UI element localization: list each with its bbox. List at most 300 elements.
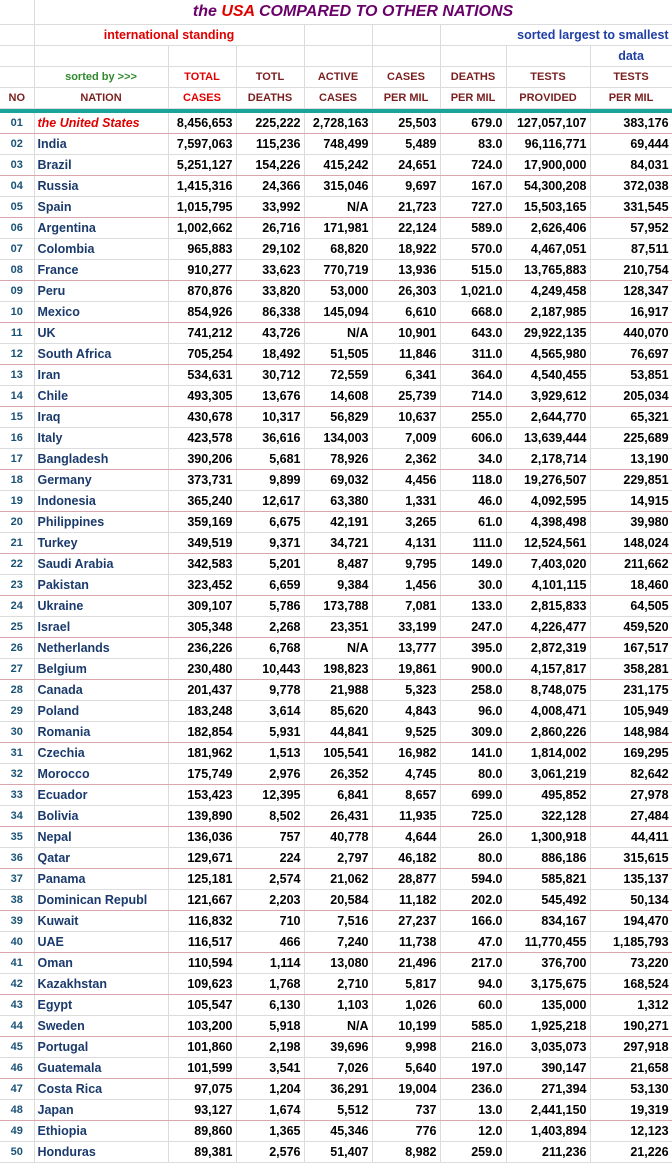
data-cell: N/A — [304, 323, 372, 344]
data-cell: 4,565,980 — [506, 344, 590, 365]
table-row — [0, 323, 672, 344]
nation-name: India — [34, 134, 168, 155]
data-cell: 153,423 — [168, 785, 236, 806]
data-cell: 183,248 — [168, 701, 236, 722]
nation-name: Indonesia — [34, 491, 168, 512]
data-cell: 18,922 — [372, 239, 440, 260]
data-cell: 103,200 — [168, 1016, 236, 1037]
header-per-mil-3: PER MIL — [590, 88, 672, 109]
data-cell: 349,519 — [168, 533, 236, 554]
data-cell: 25,503 — [372, 113, 440, 134]
data-cell: 28,877 — [372, 869, 440, 890]
nation-name: Panama — [34, 869, 168, 890]
data-cell: 21,226 — [590, 1142, 672, 1163]
data-cell: 125,181 — [168, 869, 236, 890]
table-row — [0, 491, 672, 512]
data-cell: 4,540,455 — [506, 365, 590, 386]
data-cell: 14,608 — [304, 386, 372, 407]
data-cell: 9,697 — [372, 176, 440, 197]
nation-name: Chile — [34, 386, 168, 407]
data-cell: 6,659 — [236, 575, 304, 596]
table-row — [0, 302, 672, 323]
data-cell: 440,070 — [590, 323, 672, 344]
title-usa: USA — [221, 3, 255, 20]
data-cell: 258.0 — [440, 680, 506, 701]
data-cell: 19,319 — [590, 1100, 672, 1121]
table-row — [0, 134, 672, 155]
data-cell: 4,101,115 — [506, 575, 590, 596]
row-number: 11 — [0, 323, 34, 344]
nation-name: Guatemala — [34, 1058, 168, 1079]
data-cell: 1,365 — [236, 1121, 304, 1142]
data-cell: 216.0 — [440, 1037, 506, 1058]
data-cell: 76,697 — [590, 344, 672, 365]
data-cell: 297,918 — [590, 1037, 672, 1058]
data-cell: 42,191 — [304, 512, 372, 533]
data-cell: 39,696 — [304, 1037, 372, 1058]
data-cell: 395.0 — [440, 638, 506, 659]
table-row — [0, 890, 672, 911]
data-cell: 4,092,595 — [506, 491, 590, 512]
data-cell: 315,046 — [304, 176, 372, 197]
data-cell: 34,721 — [304, 533, 372, 554]
data-cell: 72,559 — [304, 365, 372, 386]
data-cell: 854,926 — [168, 302, 236, 323]
data-cell: 1,674 — [236, 1100, 304, 1121]
nation-name: Colombia — [34, 239, 168, 260]
data-cell: 19,276,507 — [506, 470, 590, 491]
data-cell: 376,700 — [506, 953, 590, 974]
data-cell: 459,520 — [590, 617, 672, 638]
nation-name: Poland — [34, 701, 168, 722]
data-cell: 11,846 — [372, 344, 440, 365]
data-cell: 309,107 — [168, 596, 236, 617]
table-row — [0, 974, 672, 995]
data-cell: 236,226 — [168, 638, 236, 659]
row-number: 09 — [0, 281, 34, 302]
data-cell: 585,821 — [506, 869, 590, 890]
nation-name: Portugal — [34, 1037, 168, 1058]
data-cell: 166.0 — [440, 911, 506, 932]
nation-name: Romania — [34, 722, 168, 743]
header-active-cases: ACTIVE — [304, 67, 372, 88]
data-cell: 10,317 — [236, 407, 304, 428]
data-cell: 109,623 — [168, 974, 236, 995]
data-cell: 11,182 — [372, 890, 440, 911]
nation-name: Ecuador — [34, 785, 168, 806]
table-row — [0, 260, 672, 281]
data-cell: 80.0 — [440, 764, 506, 785]
data-cell: 2,198 — [236, 1037, 304, 1058]
data-cell: 39,980 — [590, 512, 672, 533]
data-cell: 61.0 — [440, 512, 506, 533]
data-cell: 116,832 — [168, 911, 236, 932]
data-cell: 699.0 — [440, 785, 506, 806]
row-number: 46 — [0, 1058, 34, 1079]
table-row — [0, 176, 672, 197]
table-row — [0, 932, 672, 953]
data-cell: 128,347 — [590, 281, 672, 302]
header-row-top — [0, 67, 672, 88]
data-cell: 23,351 — [304, 617, 372, 638]
data-cell: 18,460 — [590, 575, 672, 596]
data-cell: 5,512 — [304, 1100, 372, 1121]
subtitle-row — [0, 25, 672, 46]
row-number: 07 — [0, 239, 34, 260]
data-cell: 110,594 — [168, 953, 236, 974]
data-cell: 359,169 — [168, 512, 236, 533]
data-cell: 2,268 — [236, 617, 304, 638]
data-cell: 225,689 — [590, 428, 672, 449]
nation-name: Russia — [34, 176, 168, 197]
nation-name: South Africa — [34, 344, 168, 365]
data-cell: 116,517 — [168, 932, 236, 953]
table-row — [0, 1142, 672, 1163]
data-cell: 5,201 — [236, 554, 304, 575]
data-cell: 33,199 — [372, 617, 440, 638]
data-cell: 129,671 — [168, 848, 236, 869]
data-cell: 198,823 — [304, 659, 372, 680]
header-row-bottom — [0, 88, 672, 109]
table-row — [0, 239, 672, 260]
data-cell: 383,176 — [590, 113, 672, 134]
data-cell: 710 — [236, 911, 304, 932]
nation-name: Netherlands — [34, 638, 168, 659]
table-row — [0, 617, 672, 638]
row-number: 29 — [0, 701, 34, 722]
data-cell: 45,346 — [304, 1121, 372, 1142]
data-cell: 5,931 — [236, 722, 304, 743]
data-cell: 8,456,653 — [168, 113, 236, 134]
table-row — [0, 1037, 672, 1058]
data-cell: 2,815,833 — [506, 596, 590, 617]
data-cell: 73,220 — [590, 953, 672, 974]
data-cell: 17,900,000 — [506, 155, 590, 176]
data-cell: 29,102 — [236, 239, 304, 260]
row-number: 35 — [0, 827, 34, 848]
nation-name: the United States — [34, 113, 168, 134]
data-cell: 118.0 — [440, 470, 506, 491]
data-cell: 25,739 — [372, 386, 440, 407]
data-cell: 105,541 — [304, 743, 372, 764]
data-cell: 255.0 — [440, 407, 506, 428]
data-cell: 13,080 — [304, 953, 372, 974]
data-cell: 545,492 — [506, 890, 590, 911]
data-cell: 197.0 — [440, 1058, 506, 1079]
data-cell: 69,444 — [590, 134, 672, 155]
data-cell: 7,403,020 — [506, 554, 590, 575]
data-cell: 53,851 — [590, 365, 672, 386]
table-row — [0, 806, 672, 827]
header-tests-per-mil: TESTS — [590, 67, 672, 88]
data-cell: 69,032 — [304, 470, 372, 491]
data-cell: 12.0 — [440, 1121, 506, 1142]
data-cell: 33,623 — [236, 260, 304, 281]
data-cell: 4,843 — [372, 701, 440, 722]
table-row — [0, 554, 672, 575]
data-cell: 44,841 — [304, 722, 372, 743]
row-number: 25 — [0, 617, 34, 638]
data-cell: 515.0 — [440, 260, 506, 281]
data-cell: 12,617 — [236, 491, 304, 512]
data-cell: 5,251,127 — [168, 155, 236, 176]
data-cell: 8,657 — [372, 785, 440, 806]
data-cell: 727.0 — [440, 197, 506, 218]
data-cell: 1,015,795 — [168, 197, 236, 218]
data-cell: 11,935 — [372, 806, 440, 827]
data-cell: 1,925,218 — [506, 1016, 590, 1037]
data-cell: 7,026 — [304, 1058, 372, 1079]
data-cell: 225,222 — [236, 113, 304, 134]
data-cell: 211,662 — [590, 554, 672, 575]
nation-name: Bolivia — [34, 806, 168, 827]
data-cell: 135,000 — [506, 995, 590, 1016]
row-number: 01 — [0, 113, 34, 134]
nation-name: Belgium — [34, 659, 168, 680]
header-tests-provided: TESTS — [506, 67, 590, 88]
data-cell: 224 — [236, 848, 304, 869]
row-number: 33 — [0, 785, 34, 806]
data-cell: 231,175 — [590, 680, 672, 701]
data-cell: 10,901 — [372, 323, 440, 344]
data-cell: 4,131 — [372, 533, 440, 554]
data-cell: 202.0 — [440, 890, 506, 911]
data-cell: 606.0 — [440, 428, 506, 449]
row-number: 13 — [0, 365, 34, 386]
data-cell: 776 — [372, 1121, 440, 1142]
data-cell: 194,470 — [590, 911, 672, 932]
data-cell: 12,524,561 — [506, 533, 590, 554]
nation-name: Egypt — [34, 995, 168, 1016]
data-cell: 415,242 — [304, 155, 372, 176]
header-cases-2: CASES — [304, 88, 372, 109]
table-row — [0, 953, 672, 974]
data-cell: 97,075 — [168, 1079, 236, 1100]
data-cell: 171,981 — [304, 218, 372, 239]
data-cell: 9,525 — [372, 722, 440, 743]
row-number: 10 — [0, 302, 34, 323]
row-number: 42 — [0, 974, 34, 995]
row-number: 26 — [0, 638, 34, 659]
table-row — [0, 449, 672, 470]
data-cell: 26,431 — [304, 806, 372, 827]
nation-name: Oman — [34, 953, 168, 974]
data-cell: 8,982 — [372, 1142, 440, 1163]
data-cell: 27,237 — [372, 911, 440, 932]
data-cell: 1,768 — [236, 974, 304, 995]
data-cell: 910,277 — [168, 260, 236, 281]
header-total-deaths: TOTL — [236, 67, 304, 88]
data-cell: 101,860 — [168, 1037, 236, 1058]
nation-name: Qatar — [34, 848, 168, 869]
nation-name: Peru — [34, 281, 168, 302]
header-cases: CASES — [168, 88, 236, 109]
table-body — [0, 113, 672, 1163]
data-cell: 115,236 — [236, 134, 304, 155]
data-cell: 5,681 — [236, 449, 304, 470]
data-cell: 1,513 — [236, 743, 304, 764]
data-cell: 390,147 — [506, 1058, 590, 1079]
data-cell: 271,394 — [506, 1079, 590, 1100]
nation-name: Kuwait — [34, 911, 168, 932]
table-row — [0, 638, 672, 659]
table-row — [0, 512, 672, 533]
data-cell: 6,341 — [372, 365, 440, 386]
data-cell: 6,768 — [236, 638, 304, 659]
data-cell: 205,034 — [590, 386, 672, 407]
data-cell: 47.0 — [440, 932, 506, 953]
data-cell: 965,883 — [168, 239, 236, 260]
data-cell: 247.0 — [440, 617, 506, 638]
table-row — [0, 764, 672, 785]
data-cell: 26,303 — [372, 281, 440, 302]
data-cell: 145,094 — [304, 302, 372, 323]
table-row — [0, 659, 672, 680]
data-cell: 3,175,675 — [506, 974, 590, 995]
data-cell: 10,637 — [372, 407, 440, 428]
table-row — [0, 680, 672, 701]
data-cell: 8,487 — [304, 554, 372, 575]
data-cell: 57,952 — [590, 218, 672, 239]
data-cell: 1,456 — [372, 575, 440, 596]
data-cell: 4,226,477 — [506, 617, 590, 638]
nation-name: Ethiopia — [34, 1121, 168, 1142]
data-cell: 13,190 — [590, 449, 672, 470]
table-row — [0, 344, 672, 365]
data-cell: 68,820 — [304, 239, 372, 260]
data-cell: 139,890 — [168, 806, 236, 827]
data-cell: 127,057,107 — [506, 113, 590, 134]
data-cell: 80.0 — [440, 848, 506, 869]
data-cell: 259.0 — [440, 1142, 506, 1163]
data-cell: 3,035,073 — [506, 1037, 590, 1058]
data-cell: 18,492 — [236, 344, 304, 365]
row-number: 39 — [0, 911, 34, 932]
data-cell: 570.0 — [440, 239, 506, 260]
data-cell: 50,134 — [590, 890, 672, 911]
data-cell: 1,103 — [304, 995, 372, 1016]
data-cell: 1,114 — [236, 953, 304, 974]
data-cell: 5,786 — [236, 596, 304, 617]
data-cell: 13,676 — [236, 386, 304, 407]
data-cell: 13,765,883 — [506, 260, 590, 281]
table-row — [0, 722, 672, 743]
data-cell: 53,130 — [590, 1079, 672, 1100]
row-number: 27 — [0, 659, 34, 680]
data-cell: 495,852 — [506, 785, 590, 806]
data-cell: 141.0 — [440, 743, 506, 764]
data-cell: 430,678 — [168, 407, 236, 428]
data-cell: 21,496 — [372, 953, 440, 974]
data-cell: 6,130 — [236, 995, 304, 1016]
nation-name: Brazil — [34, 155, 168, 176]
data-cell: 900.0 — [440, 659, 506, 680]
data-cell: 886,186 — [506, 848, 590, 869]
data-cell: 44,411 — [590, 827, 672, 848]
data-cell: 737 — [372, 1100, 440, 1121]
data-cell: 24,366 — [236, 176, 304, 197]
header-provided: PROVIDED — [506, 88, 590, 109]
data-cell: 64,505 — [590, 596, 672, 617]
data-cell: 54,300,208 — [506, 176, 590, 197]
data-cell: N/A — [304, 638, 372, 659]
data-cell: 21,062 — [304, 869, 372, 890]
title-prefix: the — [192, 3, 217, 20]
data-cell: 201,437 — [168, 680, 236, 701]
table-row — [0, 218, 672, 239]
data-cell: 8,748,075 — [506, 680, 590, 701]
data-cell: 33,992 — [236, 197, 304, 218]
data-cell: 93,127 — [168, 1100, 236, 1121]
nation-name: Canada — [34, 680, 168, 701]
data-cell: 705,254 — [168, 344, 236, 365]
data-cell: 6,841 — [304, 785, 372, 806]
header-deaths-per-mil: DEATHS — [440, 67, 506, 88]
data-cell: 1,415,316 — [168, 176, 236, 197]
data-cell: 7,516 — [304, 911, 372, 932]
table-row — [0, 365, 672, 386]
data-cell: 770,719 — [304, 260, 372, 281]
data-cell: 2,441,150 — [506, 1100, 590, 1121]
data-cell: 21,988 — [304, 680, 372, 701]
data-cell: 27,978 — [590, 785, 672, 806]
row-number: 28 — [0, 680, 34, 701]
table-row — [0, 596, 672, 617]
data-cell: 21,723 — [372, 197, 440, 218]
data-cell: 149.0 — [440, 554, 506, 575]
table-row — [0, 911, 672, 932]
header-cases-per-mil: CASES — [372, 67, 440, 88]
row-number: 44 — [0, 1016, 34, 1037]
nation-name: Nepal — [34, 827, 168, 848]
data-cell: 51,407 — [304, 1142, 372, 1163]
data-cell: 1,021.0 — [440, 281, 506, 302]
row-number: 20 — [0, 512, 34, 533]
data-cell: 834,167 — [506, 911, 590, 932]
data-cell: 9,998 — [372, 1037, 440, 1058]
nation-name: Mexico — [34, 302, 168, 323]
data-cell: 22,124 — [372, 218, 440, 239]
data-cell: 13,936 — [372, 260, 440, 281]
data-cell: 2,976 — [236, 764, 304, 785]
row-number: 40 — [0, 932, 34, 953]
data-cell: 36,291 — [304, 1079, 372, 1100]
table-row — [0, 995, 672, 1016]
data-cell: 85,620 — [304, 701, 372, 722]
data-cell: 589.0 — [440, 218, 506, 239]
data-cell: 121,667 — [168, 890, 236, 911]
data-cell: 60.0 — [440, 995, 506, 1016]
data-cell: 229,851 — [590, 470, 672, 491]
data-cell: 311.0 — [440, 344, 506, 365]
data-cell: 757 — [236, 827, 304, 848]
data-cell: 1,185,793 — [590, 932, 672, 953]
data-cell: 5,817 — [372, 974, 440, 995]
data-cell: 9,899 — [236, 470, 304, 491]
nation-name: Spain — [34, 197, 168, 218]
data-cell: 714.0 — [440, 386, 506, 407]
data-cell: 390,206 — [168, 449, 236, 470]
data-cell: 3,929,612 — [506, 386, 590, 407]
data-cell: N/A — [304, 197, 372, 218]
data-cell: 322,128 — [506, 806, 590, 827]
data-cell: 305,348 — [168, 617, 236, 638]
row-number: 48 — [0, 1100, 34, 1121]
title-row — [0, 0, 672, 25]
nation-name: Iraq — [34, 407, 168, 428]
data-cell: 30,712 — [236, 365, 304, 386]
data-cell: 4,467,051 — [506, 239, 590, 260]
